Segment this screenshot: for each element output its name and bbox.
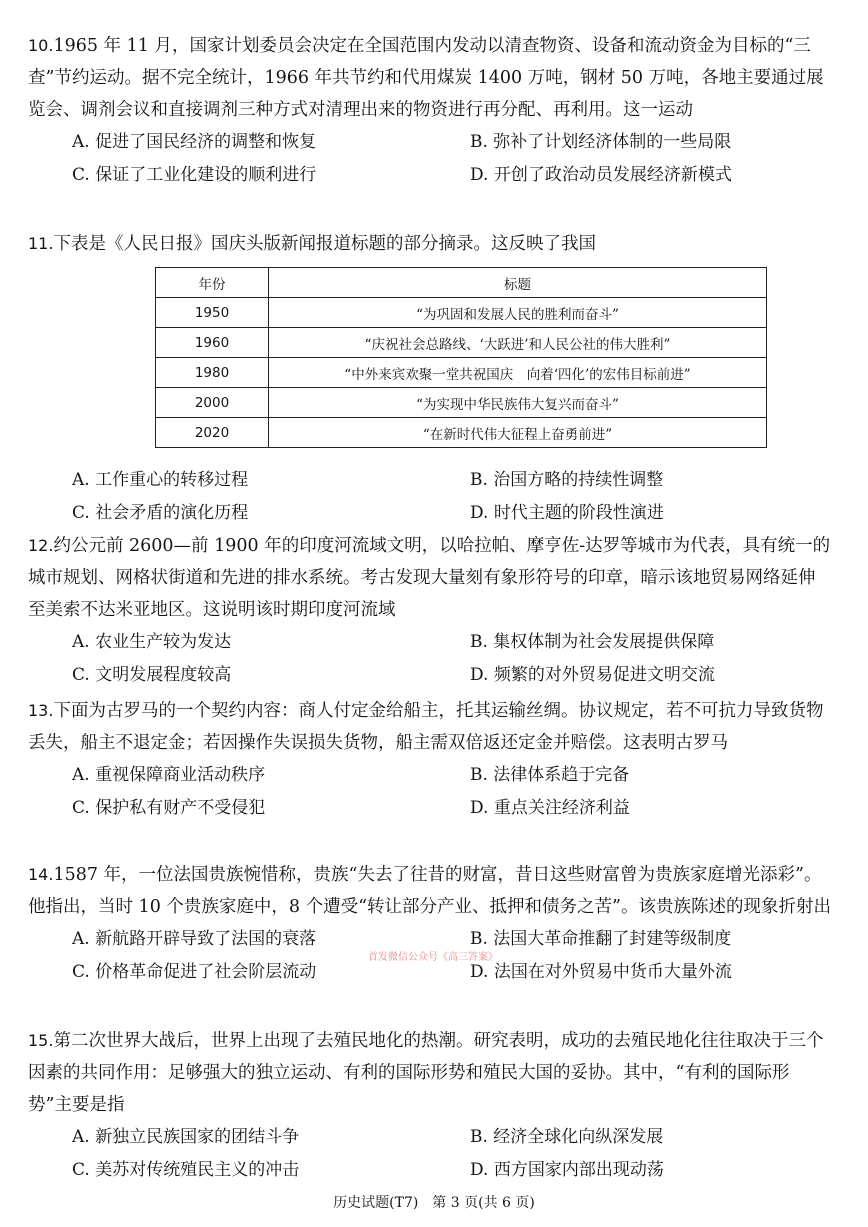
question-10 xyxy=(28,30,832,192)
option-c: C. 保护私有财产不受侵犯 xyxy=(72,798,266,818)
question-stem xyxy=(28,30,832,126)
cell-year: 2000 xyxy=(156,388,269,418)
option-d: D. 开创了政治动员发展经济新模式 xyxy=(470,165,732,185)
cell-title: “为巩固和发展人民的胜利而奋斗” xyxy=(269,298,767,328)
question-14 xyxy=(28,859,832,989)
option-d: D. 时代主题的阶段性演进 xyxy=(470,503,664,523)
options xyxy=(28,464,832,530)
question-11 xyxy=(28,228,832,260)
question-text: 下表是《人民日报》国庆头版新闻报道标题的部分摘录。这反映了我国 xyxy=(53,234,596,254)
option-a: A. 重视保障商业活动秩序 xyxy=(72,765,266,785)
question-15 xyxy=(28,1025,832,1187)
option-c: C. 美苏对传统殖民主义的冲击 xyxy=(72,1160,300,1180)
question-stem xyxy=(28,530,832,626)
option-b: B. 弥补了计划经济体制的一些局限 xyxy=(470,132,732,152)
question-stem xyxy=(28,228,832,260)
cell-title: “中外来宾欢聚一堂共祝国庆 向着‘四化’的宏伟目标前进” xyxy=(269,358,767,388)
question-text: 1587 年，一位法国贵族惋惜称，贵族“失去了往昔的财富，昔日这些财富曾为贵族家庭增光添彩”。他指出，当时 10 个贵族家庭中，8 个遭受“转让部分产业、抵押和债务之苦”。该贵族陈述的现象折射出 xyxy=(28,865,831,917)
question-13 xyxy=(28,695,832,825)
option-d: D. 西方国家内部出现动荡 xyxy=(470,1160,664,1180)
question-text: 下面为古罗马的一个契约内容：商人付定金给船主，托其运输丝绸。协议规定，若不可抗力导致货物丢失，船主不退定金；若因操作失误损失货物，船主需双倍返还定金并赔偿。这表明古罗马 xyxy=(28,701,824,753)
question-11-options xyxy=(28,464,832,530)
question-stem xyxy=(28,859,832,923)
option-b: B. 经济全球化向纵深发展 xyxy=(470,1127,664,1147)
option-b: B. 集权体制为社会发展提供保障 xyxy=(470,632,715,652)
question-number: 13. xyxy=(28,701,54,720)
option-d: D. 法国在对外贸易中货币大量外流 xyxy=(470,962,732,982)
option-c: C. 保证了工业化建设的顺利进行 xyxy=(72,165,317,185)
column-header-year: 年份 xyxy=(156,268,269,298)
question-number: 11. xyxy=(28,234,54,253)
option-a: A. 新航路开辟导致了法国的衰落 xyxy=(72,929,317,949)
cell-title: “庆祝社会总路线、‘大跃进’和人民公社的伟大胜利” xyxy=(269,328,767,358)
question-stem xyxy=(28,1025,832,1121)
cell-year: 1950 xyxy=(156,298,269,328)
option-d: D. 频繁的对外贸易促进文明交流 xyxy=(470,665,715,685)
table-row xyxy=(156,358,767,388)
question-text: 第二次世界大战后，世界上出现了去殖民地化的热潮。研究表明，成功的去殖民地化往往取决于三个因素的共同作用：足够强大的独立运动、有利的国际形势和殖民大国的妥协。其中，“有利的国际形势”主要是指 xyxy=(28,1031,824,1115)
watermark-text: 首发微信公众号《高三答案》 xyxy=(368,952,498,963)
table-header-row xyxy=(156,268,767,298)
question-number: 10. xyxy=(28,36,54,55)
option-c: C. 社会矛盾的演化历程 xyxy=(72,503,249,523)
option-b: B. 治国方略的持续性调整 xyxy=(470,470,664,490)
table-row xyxy=(156,388,767,418)
question-text: 约公元前 2600—前 1900 年的印度河流域文明，以哈拉帕、摩亨佐-达罗等城市为代表，具有统一的城市规划、网格状街道和先进的排水系统。考古发现大量刻有象形符号的印章，暗示该地贸易网络延伸至美索不达米亚地区。这说明该时期印度河流域 xyxy=(28,536,831,620)
option-d: D. 重点关注经济利益 xyxy=(470,798,630,818)
question-number: 15. xyxy=(28,1031,54,1050)
option-b: B. 法律体系趋于完备 xyxy=(470,765,630,785)
headline-table xyxy=(155,267,767,448)
question-text: 1965 年 11 月，国家计划委员会决定在全国范围内发动以清查物资、设备和流动资金为目标的“三查”节约运动。据不完全统计，1966 年共节约和代用煤炭 1400 万吨，钢材 50 万吨，各地主要通过展览会、调剂会议和直接调剂三种方式对清理出来的物资进行再分配、再利用。这一运动 xyxy=(28,36,824,120)
question-number: 14. xyxy=(28,865,54,884)
option-c: C. 价格革命促进了社会阶层流动 xyxy=(72,962,317,982)
question-number: 12. xyxy=(28,536,54,555)
cell-title: “在新时代伟大征程上奋勇前进” xyxy=(269,418,767,448)
options xyxy=(28,626,832,692)
option-a: A. 工作重心的转移过程 xyxy=(72,470,249,490)
question-stem xyxy=(28,695,832,759)
cell-title: “为实现中华民族伟大复兴而奋斗” xyxy=(269,388,767,418)
cell-year: 2020 xyxy=(156,418,269,448)
cell-year: 1960 xyxy=(156,328,269,358)
column-header-title: 标题 xyxy=(269,268,767,298)
cell-year: 1980 xyxy=(156,358,269,388)
table-row xyxy=(156,298,767,328)
table-row xyxy=(156,418,767,448)
options xyxy=(28,126,832,192)
option-c: C. 文明发展程度较高 xyxy=(72,665,232,685)
options xyxy=(28,759,832,825)
question-12 xyxy=(28,530,832,692)
page-footer: 历史试题(T7) 第 3 页(共 6 页) xyxy=(333,1195,535,1211)
options xyxy=(28,1121,832,1187)
option-b: B. 法国大革命推翻了封建等级制度 xyxy=(470,929,732,949)
table-row xyxy=(156,328,767,358)
option-a: A. 促进了国民经济的调整和恢复 xyxy=(72,132,317,152)
option-a: A. 农业生产较为发达 xyxy=(72,632,232,652)
option-a: A. 新独立民族国家的团结斗争 xyxy=(72,1127,300,1147)
